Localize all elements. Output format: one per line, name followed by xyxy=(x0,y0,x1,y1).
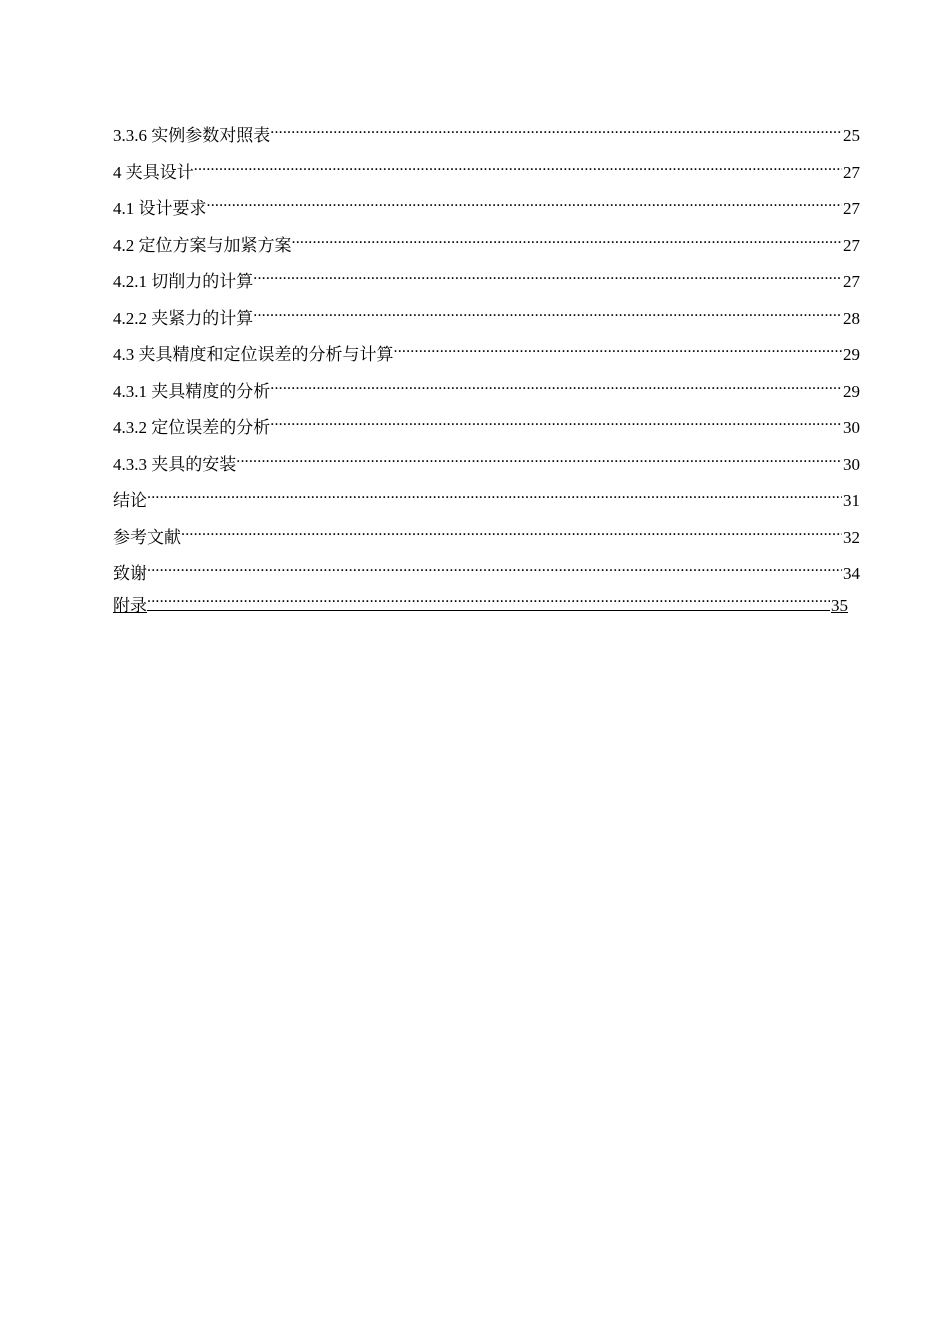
toc-entry-page: 28 xyxy=(843,308,860,328)
toc-entry[interactable] xyxy=(113,223,860,260)
toc-entry-title: 3.3.6 实例参数对照表 xyxy=(113,126,271,145)
toc-entry[interactable] xyxy=(113,551,860,588)
toc-dot-leader xyxy=(292,223,843,251)
toc-entry-page: 34 xyxy=(843,564,860,583)
toc-entry-title: 4.2 定位方案与加紧方案 xyxy=(113,235,292,255)
toc-entry-title: 致谢 xyxy=(113,564,147,583)
toc-dot-leader xyxy=(270,113,842,141)
toc-dot-leader xyxy=(194,150,842,178)
toc-entry-page: 35 xyxy=(831,595,848,615)
toc-dot-leader xyxy=(236,442,842,470)
toc-dot-leader xyxy=(147,588,830,611)
toc-entry-page: 27 xyxy=(843,162,860,182)
toc-dot-leader xyxy=(147,478,842,506)
toc-entry-link[interactable] xyxy=(113,588,848,625)
toc-entry-title: 4.3.3 夹具的安装 xyxy=(113,454,237,474)
toc-entry-page: 30 xyxy=(843,454,860,474)
toc-entry-title: 4 夹具设计 xyxy=(113,162,194,182)
toc-entry-title: 4.3.1 夹具精度的分析 xyxy=(113,381,271,401)
toc-entry-title: 4.1 设计要求 xyxy=(113,199,207,218)
toc-entry[interactable] xyxy=(113,478,860,515)
toc-entry-page: 29 xyxy=(843,381,860,401)
toc-dot-leader xyxy=(270,405,842,433)
toc-dot-leader xyxy=(181,515,842,543)
toc-dot-leader xyxy=(253,259,842,287)
toc-entry-page: 29 xyxy=(843,345,860,364)
toc-entry[interactable] xyxy=(113,369,860,406)
toc-dot-leader xyxy=(394,332,843,360)
toc-entry-page: 30 xyxy=(843,418,860,437)
toc-entry-title: 4.3 夹具精度和定位误差的分析与计算 xyxy=(113,345,394,364)
toc-dot-leader xyxy=(270,369,842,397)
toc-entry-page: 32 xyxy=(843,527,860,547)
toc-dot-leader xyxy=(207,186,843,214)
toc-entry[interactable] xyxy=(113,186,860,223)
toc-entry[interactable] xyxy=(113,332,860,369)
toc-entry-page: 27 xyxy=(843,235,860,255)
table-of-contents xyxy=(113,113,860,624)
toc-entry-title: 结论 xyxy=(113,491,147,510)
toc-entry-page: 25 xyxy=(843,126,860,145)
toc-entry-title: 附录 xyxy=(113,595,147,615)
toc-entry[interactable] xyxy=(113,296,860,333)
toc-entry[interactable] xyxy=(113,150,860,187)
toc-entry[interactable] xyxy=(113,405,860,442)
toc-entry[interactable] xyxy=(113,113,860,150)
toc-entry-title: 4.2.1 切削力的计算 xyxy=(113,272,254,291)
toc-dot-leader xyxy=(147,551,842,579)
toc-entry-title: 参考文献 xyxy=(113,527,181,547)
toc-entry-page: 31 xyxy=(843,491,860,510)
toc-entry[interactable] xyxy=(113,515,860,552)
toc-entry[interactable] xyxy=(113,259,860,296)
toc-entry-title: 4.3.2 定位误差的分析 xyxy=(113,418,271,437)
toc-dot-leader xyxy=(253,296,842,324)
toc-entry-title: 4.2.2 夹紧力的计算 xyxy=(113,308,254,328)
toc-entry-page: 27 xyxy=(843,199,860,218)
toc-entry[interactable] xyxy=(113,442,860,479)
toc-entry-page: 27 xyxy=(843,272,860,291)
